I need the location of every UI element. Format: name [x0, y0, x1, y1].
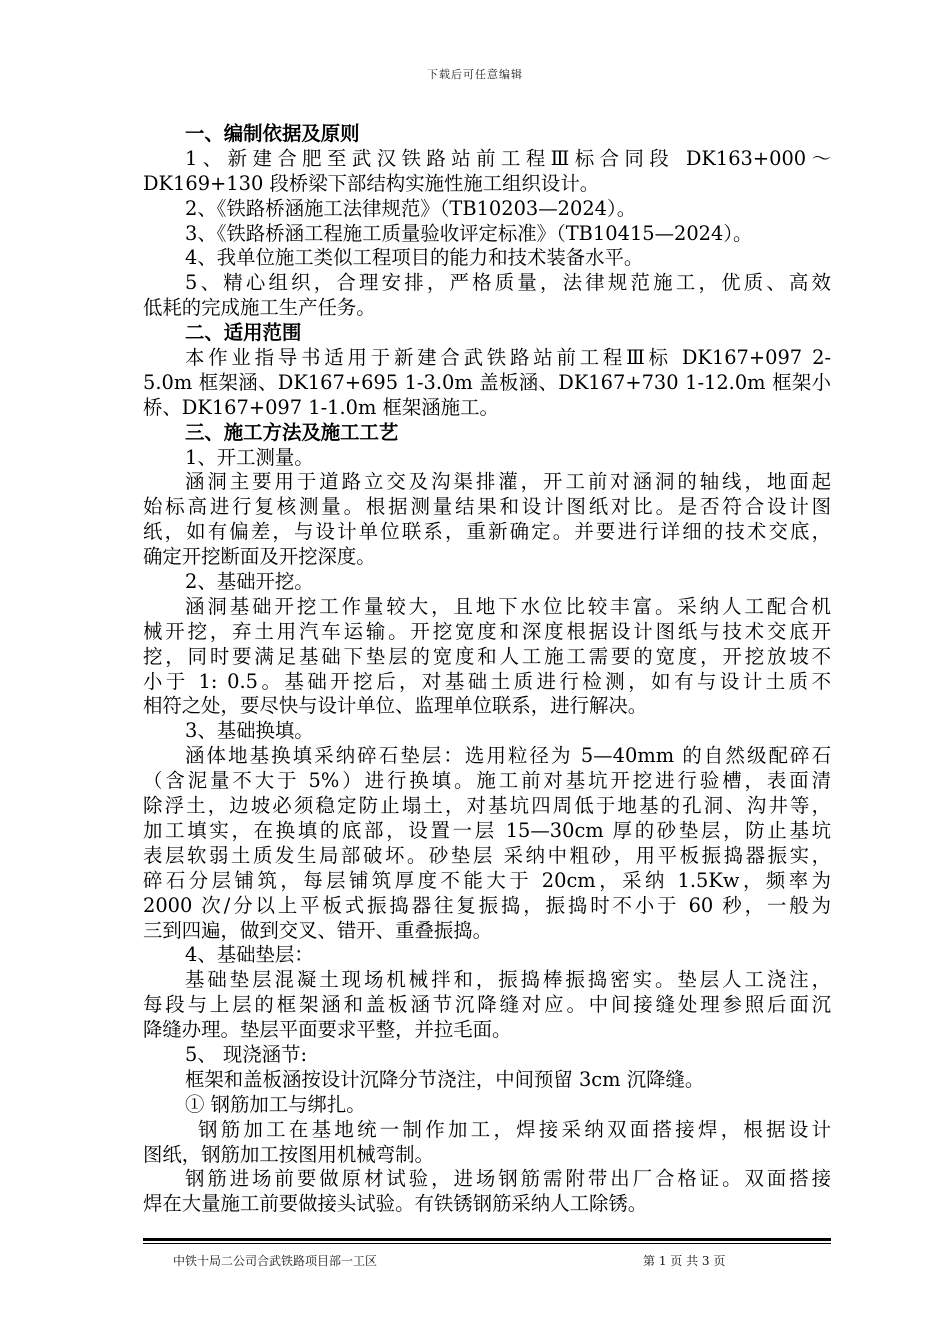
page-footer: [143, 1238, 831, 1272]
section-heading: 一、编制依据及原则: [185, 122, 360, 145]
text-line: 本作业指导书适用于新建合武铁路站前工程Ⅲ标 DK167+097 2-: [185, 346, 831, 370]
text-line: 3、基础换填。: [185, 719, 314, 743]
text-line: 涵洞主要用于道路立交及沟渠排灌，开工前对涵洞的轴线，地面起: [185, 470, 831, 494]
text-line: 2000 次/分以上平板式振捣器往复振捣，振捣时不小于 60 秒，一般为: [143, 893, 831, 917]
text-line: 每段与上层的框架涵和盖板涵节沉降缝对应。中间接缝处理参照后面沉: [143, 993, 831, 1017]
text-line: 挖，同时要满足基础下垫层的宽度和人工施工需要的宽度，开挖放坡不: [143, 644, 831, 668]
footer-organization: 中铁十局二公司合武铁路项目部一工区: [173, 1254, 378, 1268]
text-line: 除浮土，边坡必须稳定防止塌土，对基坑四周低于地基的孔洞、沟井等，: [143, 794, 831, 818]
text-line: 2、《铁路桥涵施工法律规范》（TB10203—2024）。: [185, 196, 637, 220]
text-line: 始标高进行复核测量。根据测量结果和设计图纸对比。是否符合设计图: [143, 495, 831, 519]
text-line: 碎石分层铺筑，每层铺筑厚度不能大于 20cm，采纳 1.5Kw，频率为: [143, 868, 831, 892]
text-line: 确定开挖断面及开挖深度。: [143, 545, 376, 569]
text-line: 小于 1: 0.5。基础开挖后，对基础土质进行检测，如有与设计土质不: [143, 669, 831, 693]
header-note: 下载后可任意编辑: [427, 68, 523, 81]
text-line: DK169+130 段桥梁下部结构实施性施工组织设计。: [143, 171, 600, 195]
text-line: 相符之处，要尽快与设计单位、监理单位联系，进行解决。: [143, 694, 648, 718]
text-line: 焊在大量施工前要做接头试验。有铁锈钢筋采纳人工除锈。: [143, 1192, 648, 1216]
text-line: 涵洞基础开挖工作量较大，且地下水位比较丰富。采纳人工配合机: [185, 594, 831, 618]
text-line: 框架和盖板涵按设计沉降分节浇注，中间预留 3cm 沉降缝。: [185, 1067, 705, 1091]
text-line: 桥、DK167+097 1-1.0m 框架涵施工。: [143, 395, 499, 419]
text-line: 2、基础开挖。: [185, 570, 314, 594]
text-line: 涵体地基换填采纳碎石垫层：选用粒径为 5—40mm 的自然级配碎石: [185, 744, 831, 768]
text-line: 低耗的完成施工生产任务。: [143, 296, 376, 320]
text-line: 5、精心组织，合理安排，严格质量，法律规范施工，优质、高效: [185, 271, 831, 295]
text-line: 基础垫层混凝土现场机械拌和，振捣棒振捣密实。垫层人工浇注，: [185, 968, 831, 992]
text-line: 4、我单位施工类似工程项目的能力和技术装备水平。: [185, 246, 644, 270]
text-line: 降缝办理。垫层平面要求平整，并拉毛面。: [143, 1018, 512, 1042]
text-line: ① 钢筋加工与绑扎。: [185, 1092, 366, 1116]
text-line: 钢筋加工在基地统一制作加工，焊接采纳双面搭接焊，根据设计: [198, 1117, 831, 1141]
text-line: 4、基础垫层：: [185, 943, 314, 967]
text-line: 3、《铁路桥涵工程施工质量验收评定标准》（TB10415—2024）。: [185, 221, 753, 245]
text-line: 械开挖，弃土用汽车运输。开挖宽度和深度根据设计图纸与技术交底开: [143, 619, 831, 643]
section-heading: 二、适用范围: [185, 321, 302, 345]
text-line: 图纸，钢筋加工按图用机械弯制。: [143, 1142, 434, 1166]
section-heading: 三、施工方法及施工工艺: [185, 420, 399, 444]
text-line: 5.0m 框架涵、DK167+695 1-3.0m 盖板涵、DK167+730 1-12.0m 框架小: [143, 370, 831, 394]
text-line: 1、新建合肥至武汉铁路站前工程Ⅲ标合同段 DK163+000～: [185, 146, 831, 170]
text-line: 加工填实，在换填的底部，设置一层 15—30cm 厚的砂垫层，防止基坑: [143, 818, 831, 842]
text-line: 钢筋进场前要做原材试验，进场钢筋需附带出厂合格证。双面搭接: [185, 1167, 831, 1191]
text-line: 表层软弱土质发生局部破坏。砂垫层 采纳中粗砂，用平板振捣器振实，: [143, 843, 831, 867]
footer-rule-thin: [143, 1243, 831, 1244]
footer-page-number: 第 1 页 共 3 页: [643, 1254, 726, 1268]
text-line: 纸，如有偏差，与设计单位联系，重新确定。并要进行详细的技术交底，: [143, 520, 831, 544]
text-line: （含泥量不大于 5%）进行换填。施工前对基坑开挖进行验槽，表面清: [143, 769, 831, 793]
document-body: [143, 122, 831, 1217]
text-line: 1、开工测量。: [185, 445, 314, 469]
text-line: 三到四遍，做到交叉、错开、重叠振捣。: [143, 918, 493, 942]
text-line: 5、 现浇涵节:: [185, 1042, 307, 1066]
